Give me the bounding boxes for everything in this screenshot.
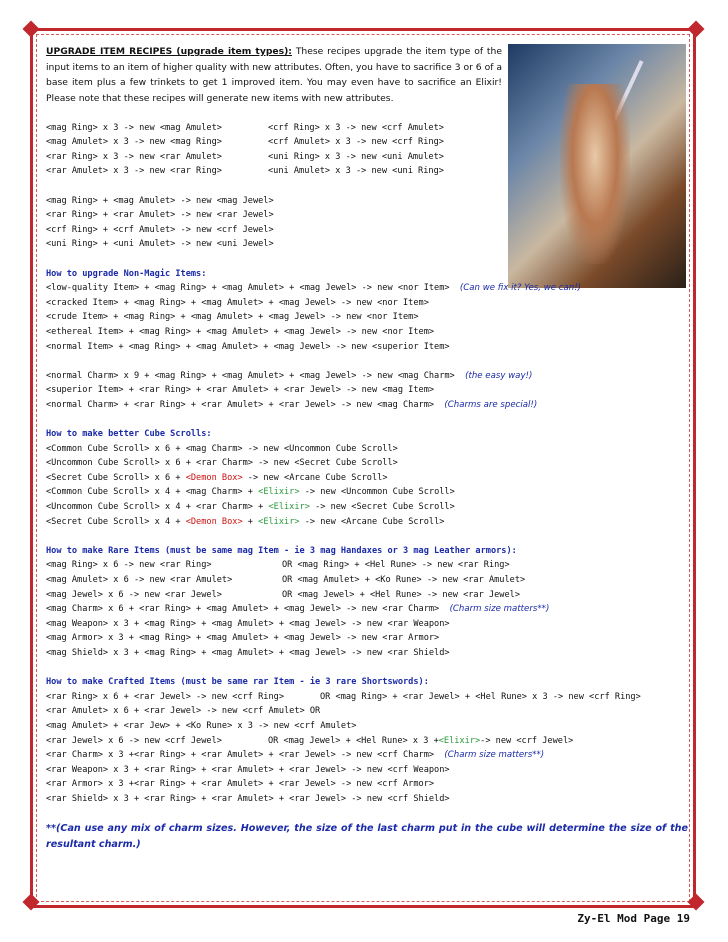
elixir-label: <Elixir> [438, 735, 481, 746]
jewel-recipes [46, 194, 688, 252]
recipe-line: <mag Ring> x 6 -> new <rar Ring> OR <mag Ring> + <Hel Rune> -> new <rar Ring> [46, 560, 510, 571]
recipe-line: <Common Cube Scroll> x 6 + <mag Charm> -> new <Uncommon Cube Scroll> [46, 443, 398, 454]
recipe-line: <crude Item> + <mag Ring> + <mag Amulet> + <mag Jewel> -> new <nor Item> [46, 312, 419, 323]
recipe-line: <rar Jewel> x 6 -> new <crf Jewel> OR <mag Jewel> + <Hel Rune> x 3 + <Elixir> -> new <crf Jewel> [46, 734, 688, 749]
recipe-line: <mag Amulet> x 6 -> new <rar Amulet> OR <mag Amulet> + <Ko Rune> -> new <rar Amulet> [46, 575, 526, 585]
recipe-line: <rar Ring> + <rar Amulet> -> new <rar Jewel> [46, 210, 274, 221]
recipe-note: (the easy way!) [465, 370, 533, 381]
recipe-note: (Can we fix it? Yes, we can!) [459, 283, 582, 294]
recipe-line: <rar Amulet> x 3 -> new <rar Ring> <uni Amulet> x 3 -> new <uni Ring> [46, 166, 444, 177]
recipe-line: <normal Item> + <mag Ring> + <mag Amulet> + <mag Jewel> -> new <superior Item> [46, 341, 450, 352]
recipe-note: (Charms are special!) [444, 399, 538, 410]
elixir-label: <Elixir> [268, 502, 310, 513]
recipe-line: <rar Charm> x 3 +<rar Ring> + <rar Amulet> + <rar Jewel> -> new <crf Charm> (Charm size matters**) [46, 750, 545, 761]
recipe-note: (Charm size matters**) [444, 750, 545, 761]
recipe-line: <cracked Item> + <mag Ring> + <mag Amulet> + <mag Jewel> -> new <nor Item> [46, 297, 429, 308]
nonmagic-section [46, 267, 688, 413]
recipe-line: <low-quality Item> + <mag Ring> + <mag Amulet> + <mag Jewel> -> new <nor Item> (Can we fix it? Yes, we can!) [46, 283, 582, 294]
recipe-line: <mag Shield> x 3 + <mag Ring> + <mag Amulet> + <mag Jewel> -> new <rar Shield> [46, 647, 450, 658]
recipe-line: <rar Armor> x 3 +<rar Ring> + <rar Amulet> + <rar Jewel> -> new <crf Armor> [46, 779, 435, 790]
section-heading: How to upgrade Non-Magic Items: [46, 268, 207, 279]
recipe-line: <mag Charm> x 6 + <rar Ring> + <mag Amulet> + <mag Jewel> -> new <rar Charm> (Charm size matters**) [46, 604, 550, 615]
section-heading: How to make Rare Items (must be same mag Item - ie 3 mag Handaxes or 3 mag Leather armors): [46, 545, 517, 556]
recipe-line: <ethereal Item> + <mag Ring> + <mag Amulet> + <mag Jewel> -> new <nor Item> [46, 326, 435, 337]
recipe-line: <mag Amulet> + <rar Jew> + <Ko Rune> x 3 -> new <crf Amulet> [46, 720, 357, 731]
recipe-line: <mag Weapon> x 3 + <mag Ring> + <mag Amulet> + <mag Jewel> -> new <rar Weapon> [46, 618, 450, 629]
recipe-line: <mag Ring> + <mag Amulet> -> new <mag Jewel> [46, 195, 274, 206]
recipe-note: (Charm size matters**) [449, 604, 550, 615]
intro-paragraph [46, 44, 502, 106]
recipe-line: <rar Amulet> x 6 + <rar Jewel> -> new <crf Amulet> OR [46, 706, 321, 717]
recipe-line: <Secret Cube Scroll> x 6 + <Demon Box> -> new <Arcane Cube Scroll> [46, 472, 388, 483]
intro-text: These recipes upgrade the item type of the input items to an item of higher quality with new attributes. Often, you have to sacrifice 3 or 6 of a base item plus a few trinkets to get 1 improved item. You may even have to sacrifice an Elixir! Please note that these recipes will generate new items with new attributes. [46, 46, 502, 104]
rare-items-section [46, 544, 688, 661]
recipe-line: <uni Ring> + <uni Amulet> -> new <uni Jewel> [46, 239, 274, 250]
recipe-line: <mag Jewel> x 6 -> new <rar Jewel> OR <mag Jewel> + <Hel Rune> -> new <rar Jewel> [46, 589, 520, 600]
recipe-line: <normal Charm> x 9 + <mag Ring> + <mag Amulet> + <mag Jewel> -> new <mag Charm> (the easy way!) [46, 370, 533, 381]
recipes-content [46, 44, 688, 853]
recipe-line: <rar Weapon> x 3 + <rar Ring> + <rar Amulet> + <rar Jewel> -> new <crf Weapon> [46, 764, 450, 775]
elixir-label: <Elixir> [258, 487, 300, 498]
recipe-line: <Uncommon Cube Scroll> x 6 + <rar Charm> -> new <Secret Cube Scroll> [46, 458, 398, 469]
charm-footnote: **(Can use any mix of charm sizes. However, the size of the last charm put in the cube will determine the size of the resultant charm.) [46, 823, 688, 851]
intro-title: UPGRADE ITEM RECIPES (upgrade item types): [46, 46, 292, 57]
section-heading: How to make better Cube Scrolls: [46, 429, 212, 440]
recipe-line: <Uncommon Cube Scroll> x 4 + <rar Charm> + <Elixir> -> new <Secret Cube Scroll> [46, 502, 455, 513]
recipe-line: <crf Ring> + <crf Amulet> -> new <crf Jewel> [46, 224, 274, 235]
recipe-line: <Common Cube Scroll> x 4 + <mag Charm> + <Elixir> -> new <Uncommon Cube Scroll> [46, 487, 455, 498]
page-footer: Zy-El Mod Page 19 [577, 912, 690, 925]
recipe-line: <mag Amulet> x 3 -> new <mag Ring> <crf Amulet> x 3 -> new <crf Ring> [46, 137, 444, 148]
recipe-line: <mag Ring> x 3 -> new <mag Amulet> <crf Ring> x 3 -> new <crf Amulet> [46, 122, 444, 133]
recipe-line: <superior Item> + <rar Ring> + <rar Amulet> + <rar Jewel> -> new <mag Item> [46, 385, 435, 396]
ring-amulet-recipes [46, 121, 688, 179]
recipe-line: <mag Armor> x 3 + <mag Ring> + <mag Amulet> + <mag Jewel> -> new <rar Armor> [46, 633, 440, 644]
cube-scroll-section [46, 427, 688, 529]
recipe-line: <rar Ring> x 6 + <rar Jewel> -> new <crf Ring> OR <mag Ring> + <rar Jewel> + <Hel Rune> x 3 -> new <crf Ring> [46, 691, 641, 702]
section-heading: How to make Crafted Items (must be same rar Item - ie 3 rare Shortswords): [46, 677, 429, 688]
recipe-line: <rar Ring> x 3 -> new <rar Amulet> <uni Ring> x 3 -> new <uni Amulet> [46, 151, 444, 162]
crafted-items-section [46, 675, 688, 806]
recipe-line: <normal Charm> + <rar Ring> + <rar Amulet> + <rar Jewel> -> new <mag Charm> (Charms are special!) [46, 399, 538, 410]
demon-box-label: <Demon Box> [185, 472, 243, 483]
demon-box-label: <Demon Box> [185, 516, 243, 527]
elixir-label: <Elixir> [258, 516, 300, 527]
recipe-line: <Secret Cube Scroll> x 4 + <Demon Box> + <Elixir> -> new <Arcane Cube Scroll> [46, 516, 445, 527]
recipe-line: <rar Shield> x 3 + <rar Ring> + <rar Amulet> + <rar Jewel> -> new <crf Shield> [46, 793, 450, 804]
